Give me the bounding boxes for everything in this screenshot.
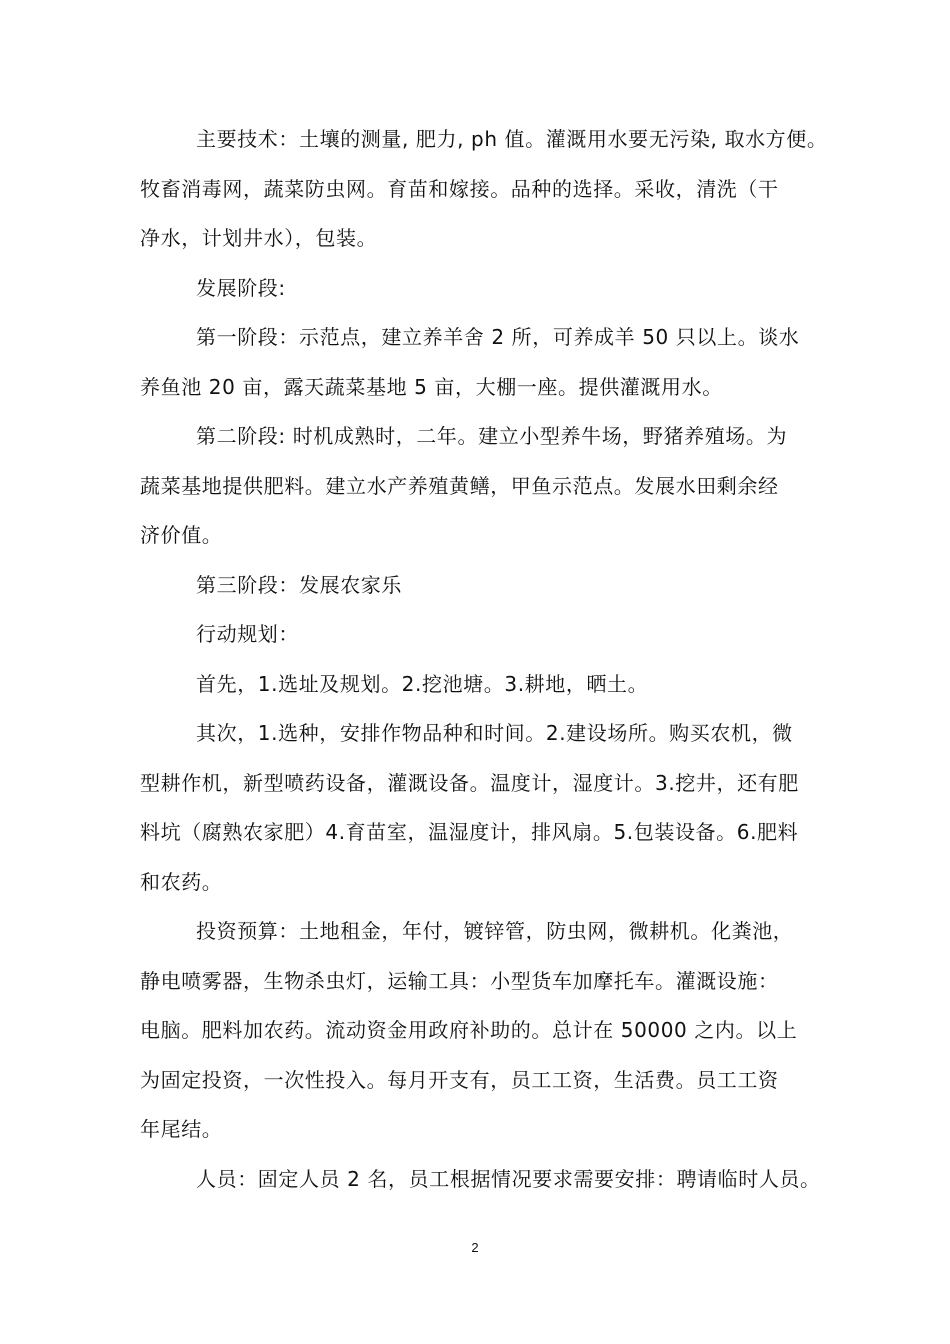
paragraph-first-steps: 首先，1.选址及规划。2.挖池塘。3.耕地，晒土。 <box>196 671 649 696</box>
paragraph-stage-three: 第三阶段：发展农家乐 <box>196 572 402 597</box>
paragraph-stage-one: 第一阶段：示范点，建立养羊舍 2 所，可养成羊 50 只以上。谈水 <box>196 325 800 349</box>
paragraph-personnel: 人员：固定人员 2 名，员工根据情况要求需要安排：聘请临时人员。 <box>196 1166 821 1191</box>
heading-development-stages: 发展阶段: <box>196 275 286 300</box>
paragraph-line: 和农药。 <box>140 869 223 894</box>
paragraph-line: 养鱼池 20 亩，露天蔬菜基地 5 亩，大棚一座。提供灌溉用水。 <box>140 374 723 399</box>
paragraph-line: 为固定投资，一次性投入。每月开支有，员工工资，生活费。员工工资 <box>140 1067 779 1092</box>
paragraph-line: 型耕作机，新型喷药设备，灌溉设备。温度计，湿度计。3.挖井，还有肥 <box>140 770 799 795</box>
paragraph-line: 济价值。 <box>140 523 223 547</box>
body-text <box>140 115 830 1204</box>
paragraph-line: 牧畜消毒网，蔬菜防虫网。育苗和嫁接。品种的选择。采收，清洗（干 <box>140 176 779 201</box>
paragraph-line: 蔬菜基地提供肥料。建立水产养殖黄鳝，甲鱼示范点。发展水田剩余经 <box>140 473 779 498</box>
paragraph-line: 电脑。肥料加农药。流动资金用政府补助的。总计在 50000 之内。以上 <box>140 1018 798 1042</box>
heading-action-plan: 行动规划： <box>196 622 299 646</box>
paragraph-investment-budget: 投资预算：土地租金，年付，镀锌管，防虫网，微耕机。化粪池， <box>196 919 794 943</box>
page-number: 2 <box>471 1240 479 1255</box>
paragraph-line: 年尾结。 <box>140 1117 223 1141</box>
paragraph-line: 料坑（腐熟农家肥）4.育苗室，温湿度计，排风扇。5.包装设备。6.肥料 <box>140 820 799 844</box>
paragraph-stage-two: 第二阶段: 时机成熟时，二年。建立小型养牛场，野猪养殖场。为 <box>196 424 788 448</box>
paragraph-line: 净水，计划井水），包装。 <box>140 226 378 250</box>
paragraph-main-technology: 主要技术：土壤的测量, 肥力, ph 值。灌溉用水要无污染, 取水方便。 <box>196 127 828 151</box>
paragraph-line: 静电喷雾器，生物杀虫灯，运输工具：小型货车加摩托车。灌溉设施： <box>140 968 779 993</box>
paragraph-second-steps: 其次，1.选种，安排作物品种和时间。2.建设场所。购买农机，微 <box>196 721 793 745</box>
